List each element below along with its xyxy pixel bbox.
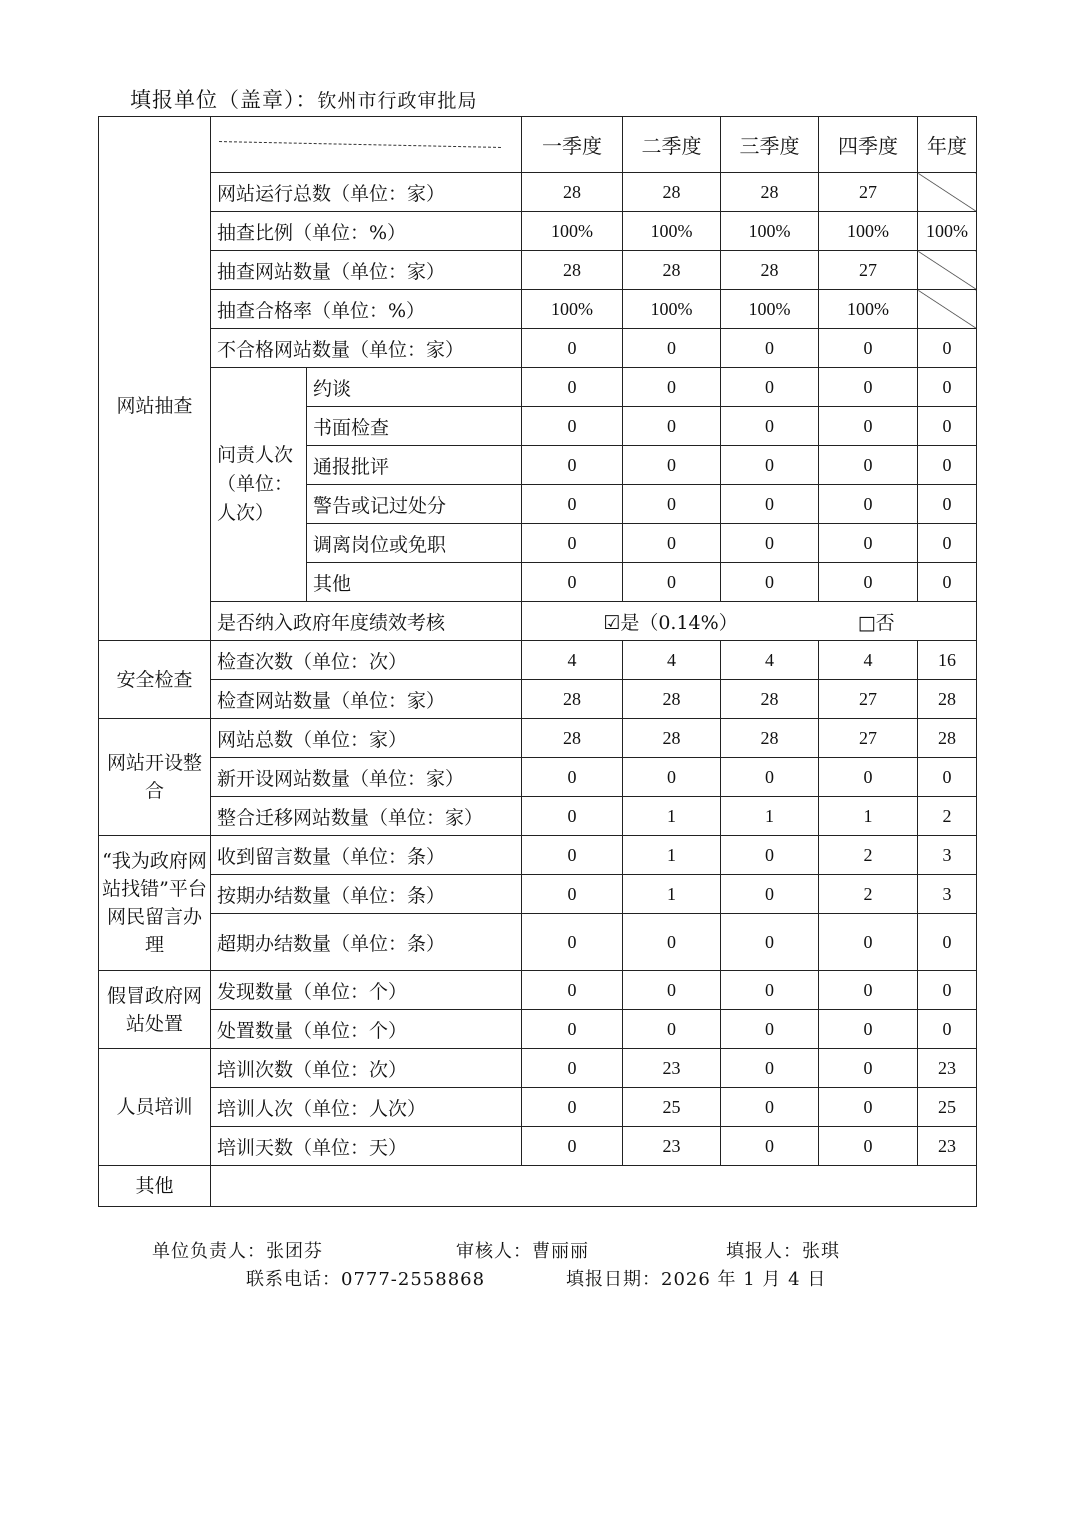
table-row xyxy=(99,602,977,641)
value-cell: 28 xyxy=(721,173,819,212)
value-cell: 1 xyxy=(623,797,721,836)
row-label: 是否纳入政府年度绩效考核 xyxy=(211,602,522,641)
table-row xyxy=(99,329,977,368)
value-cell: 0 xyxy=(721,875,819,914)
value-cell: 0 xyxy=(623,914,721,971)
column-header: 一季度 xyxy=(522,117,623,173)
row-label: 抽查比例（单位：%） xyxy=(211,212,522,251)
value-cell: 28 xyxy=(522,719,623,758)
value-cell: 100% xyxy=(918,212,977,251)
table-row xyxy=(99,914,977,971)
value-cell: 1 xyxy=(623,836,721,875)
value-cell: 0 xyxy=(623,1010,721,1049)
value-cell: 23 xyxy=(623,1127,721,1166)
value-cell: 4 xyxy=(623,641,721,680)
section-header-blank xyxy=(99,117,211,173)
value-cell: 28 xyxy=(721,251,819,290)
value-cell: 0 xyxy=(522,1088,623,1127)
row-label: 培训次数（单位：次） xyxy=(211,1049,522,1088)
table-row xyxy=(99,368,977,407)
value-cell: 3 xyxy=(918,836,977,875)
value-cell: 4 xyxy=(721,641,819,680)
value-cell: 28 xyxy=(623,173,721,212)
table-row xyxy=(99,641,977,680)
value-cell: 0 xyxy=(522,797,623,836)
value-cell: 2 xyxy=(819,836,918,875)
column-header: 二季度 xyxy=(623,117,721,173)
footer-reviewer: 审核人：曹丽丽 xyxy=(456,1241,589,1262)
value-cell: 0 xyxy=(623,758,721,797)
row-label: 抽查合格率（单位：%） xyxy=(211,290,522,329)
value-cell: 0 xyxy=(918,758,977,797)
value-cell: 0 xyxy=(522,407,623,446)
row-label: 网站运行总数（单位：家） xyxy=(211,173,522,212)
value-cell: 0 xyxy=(721,446,819,485)
row-label: 培训天数（单位：天） xyxy=(211,1127,522,1166)
value-cell: 0 xyxy=(819,914,918,971)
row-label: 新开设网站数量（单位：家） xyxy=(211,758,522,797)
value-cell: 27 xyxy=(819,251,918,290)
value-cell: 0 xyxy=(819,758,918,797)
value-cell: 0 xyxy=(522,875,623,914)
row-label: 通报批评 xyxy=(307,446,522,485)
row-label: 不合格网站数量（单位：家） xyxy=(211,329,522,368)
value-cell: 0 xyxy=(819,1049,918,1088)
value-cell: 0 xyxy=(522,329,623,368)
value-cell: 0 xyxy=(522,758,623,797)
value-cell: 0 xyxy=(522,563,623,602)
value-cell: 0 xyxy=(918,1010,977,1049)
value-cell: 0 xyxy=(721,1127,819,1166)
table-row xyxy=(99,1088,977,1127)
value-cell: 0 xyxy=(522,1049,623,1088)
table-row xyxy=(99,680,977,719)
value-cell: 23 xyxy=(918,1049,977,1088)
table-row xyxy=(99,758,977,797)
column-header: 三季度 xyxy=(721,117,819,173)
value-cell: 0 xyxy=(522,368,623,407)
diagonal-header-cell xyxy=(211,117,522,173)
row-label: 检查网站数量（单位：家） xyxy=(211,680,522,719)
value-cell: 0 xyxy=(819,1088,918,1127)
table-row xyxy=(99,1166,977,1207)
value-cell: 0 xyxy=(721,1049,819,1088)
row-label: 收到留言数量（单位：条） xyxy=(211,836,522,875)
value-cell: 100% xyxy=(623,290,721,329)
value-cell: 0 xyxy=(522,836,623,875)
value-cell: 0 xyxy=(819,485,918,524)
value-cell: 28 xyxy=(522,173,623,212)
value-cell: 23 xyxy=(623,1049,721,1088)
value-cell: 100% xyxy=(522,290,623,329)
value-cell: 0 xyxy=(623,524,721,563)
row-label: 发现数量（单位：个） xyxy=(211,971,522,1010)
group-label: 问责人次（单位：人次） xyxy=(211,368,307,602)
value-cell: 100% xyxy=(721,290,819,329)
value-cell: 27 xyxy=(819,680,918,719)
value-cell: 0 xyxy=(918,914,977,971)
row-label: 警告或记过处分 xyxy=(307,485,522,524)
value-cell: 23 xyxy=(918,1127,977,1166)
table-row xyxy=(99,875,977,914)
table-row xyxy=(99,797,977,836)
table-row xyxy=(99,1010,977,1049)
footer-filler: 填报人：张琪 xyxy=(726,1241,840,1262)
value-cell: 0 xyxy=(819,524,918,563)
not-applicable-cell xyxy=(918,251,977,290)
value-cell: 0 xyxy=(918,446,977,485)
section-label: 安全检查 xyxy=(99,641,211,719)
row-label: 调离岗位或免职 xyxy=(307,524,522,563)
value-cell: 28 xyxy=(918,680,977,719)
value-cell: 28 xyxy=(721,719,819,758)
other-content xyxy=(211,1166,977,1207)
value-cell: 0 xyxy=(819,563,918,602)
value-cell: 2 xyxy=(819,875,918,914)
value-cell: 0 xyxy=(819,407,918,446)
value-cell: 0 xyxy=(522,1010,623,1049)
value-cell: 0 xyxy=(819,1010,918,1049)
section-label: 网站开设整合 xyxy=(99,719,211,836)
value-cell: 0 xyxy=(918,407,977,446)
value-cell: 28 xyxy=(623,251,721,290)
value-cell: 28 xyxy=(623,680,721,719)
value-cell: 0 xyxy=(721,407,819,446)
row-label: 超期办结数量（单位：条） xyxy=(211,914,522,971)
column-header: 四季度 xyxy=(819,117,918,173)
value-cell: 0 xyxy=(819,446,918,485)
value-cell: 0 xyxy=(819,1127,918,1166)
value-cell: 28 xyxy=(623,719,721,758)
reporting-unit xyxy=(130,84,478,114)
section-label: 假冒政府网站处置 xyxy=(99,971,211,1049)
value-cell: 100% xyxy=(721,212,819,251)
value-cell: 100% xyxy=(819,212,918,251)
row-label: 处置数量（单位：个） xyxy=(211,1010,522,1049)
value-cell: 0 xyxy=(918,329,977,368)
value-cell: 0 xyxy=(522,524,623,563)
value-cell: 0 xyxy=(721,1088,819,1127)
row-label: 其他 xyxy=(307,563,522,602)
row-label: 书面检查 xyxy=(307,407,522,446)
value-cell: 28 xyxy=(522,251,623,290)
section-label: 网站抽查 xyxy=(99,173,211,641)
value-cell: 0 xyxy=(721,563,819,602)
column-header: 年度 xyxy=(918,117,977,173)
value-cell: 0 xyxy=(623,446,721,485)
assessment-no: □否 xyxy=(857,611,895,634)
value-cell: 25 xyxy=(918,1088,977,1127)
value-cell: 0 xyxy=(522,485,623,524)
value-cell: 0 xyxy=(623,563,721,602)
reporting-unit-org: 钦州市行政审批局 xyxy=(317,90,478,112)
table-row xyxy=(99,173,977,212)
table-row xyxy=(99,971,977,1010)
row-label: 整合迁移网站数量（单位：家） xyxy=(211,797,522,836)
not-applicable-cell xyxy=(918,173,977,212)
value-cell: 100% xyxy=(522,212,623,251)
value-cell: 0 xyxy=(819,971,918,1010)
value-cell: 0 xyxy=(522,446,623,485)
value-cell: 0 xyxy=(918,368,977,407)
value-cell: 0 xyxy=(721,836,819,875)
value-cell: 28 xyxy=(918,719,977,758)
row-label: 抽查网站数量（单位：家） xyxy=(211,251,522,290)
row-label: 培训人次（单位：人次） xyxy=(211,1088,522,1127)
value-cell: 27 xyxy=(819,719,918,758)
table-row xyxy=(99,1127,977,1166)
value-cell: 100% xyxy=(623,212,721,251)
table-row xyxy=(99,1049,977,1088)
value-cell: 100% xyxy=(819,290,918,329)
header-row xyxy=(99,117,977,173)
value-cell: 0 xyxy=(918,524,977,563)
footer-leader: 单位负责人：张团芬 xyxy=(152,1241,323,1262)
footer-phone: 联系电话：0777-2558868 xyxy=(246,1269,486,1290)
diagonal-line xyxy=(219,141,501,148)
row-label: 约谈 xyxy=(307,368,522,407)
row-label: 网站总数（单位：家） xyxy=(211,719,522,758)
section-label: 人员培训 xyxy=(99,1049,211,1166)
row-label: 检查次数（单位：次） xyxy=(211,641,522,680)
value-cell: 0 xyxy=(721,758,819,797)
value-cell: 25 xyxy=(623,1088,721,1127)
value-cell: 0 xyxy=(721,329,819,368)
table-row xyxy=(99,251,977,290)
value-cell: 0 xyxy=(623,368,721,407)
footer-date: 填报日期：2026 年 1 月 4 日 xyxy=(566,1269,827,1290)
reporting-unit-label: 填报单位（盖章）： xyxy=(130,88,318,112)
table-row xyxy=(99,719,977,758)
value-cell: 0 xyxy=(721,971,819,1010)
value-cell: 4 xyxy=(819,641,918,680)
value-cell: 0 xyxy=(721,524,819,563)
value-cell: 28 xyxy=(522,680,623,719)
value-cell: 0 xyxy=(918,485,977,524)
not-applicable-cell xyxy=(918,290,977,329)
value-cell: 1 xyxy=(819,797,918,836)
value-cell: 28 xyxy=(721,680,819,719)
assessment-value xyxy=(522,602,977,641)
value-cell: 0 xyxy=(721,485,819,524)
value-cell: 3 xyxy=(918,875,977,914)
value-cell: 0 xyxy=(721,368,819,407)
value-cell: 16 xyxy=(918,641,977,680)
table-row xyxy=(99,290,977,329)
report-table xyxy=(98,116,977,1207)
value-cell: 0 xyxy=(721,914,819,971)
value-cell: 0 xyxy=(819,329,918,368)
section-label: 其他 xyxy=(99,1166,211,1207)
value-cell: 0 xyxy=(623,407,721,446)
value-cell: 4 xyxy=(522,641,623,680)
table-row xyxy=(99,212,977,251)
value-cell: 2 xyxy=(918,797,977,836)
value-cell: 1 xyxy=(721,797,819,836)
value-cell: 0 xyxy=(522,1127,623,1166)
row-label: 按期办结数量（单位：条） xyxy=(211,875,522,914)
value-cell: 0 xyxy=(623,485,721,524)
value-cell: 0 xyxy=(918,563,977,602)
assessment-yes: ☑是（0.14%） xyxy=(603,611,738,634)
table-row xyxy=(99,836,977,875)
value-cell: 1 xyxy=(623,875,721,914)
value-cell: 0 xyxy=(721,1010,819,1049)
value-cell: 0 xyxy=(623,329,721,368)
value-cell: 0 xyxy=(819,368,918,407)
value-cell: 27 xyxy=(819,173,918,212)
value-cell: 0 xyxy=(918,971,977,1010)
section-label: “我为政府网站找错”平台网民留言办理 xyxy=(99,836,211,971)
value-cell: 0 xyxy=(623,971,721,1010)
value-cell: 0 xyxy=(522,971,623,1010)
value-cell: 0 xyxy=(522,914,623,971)
